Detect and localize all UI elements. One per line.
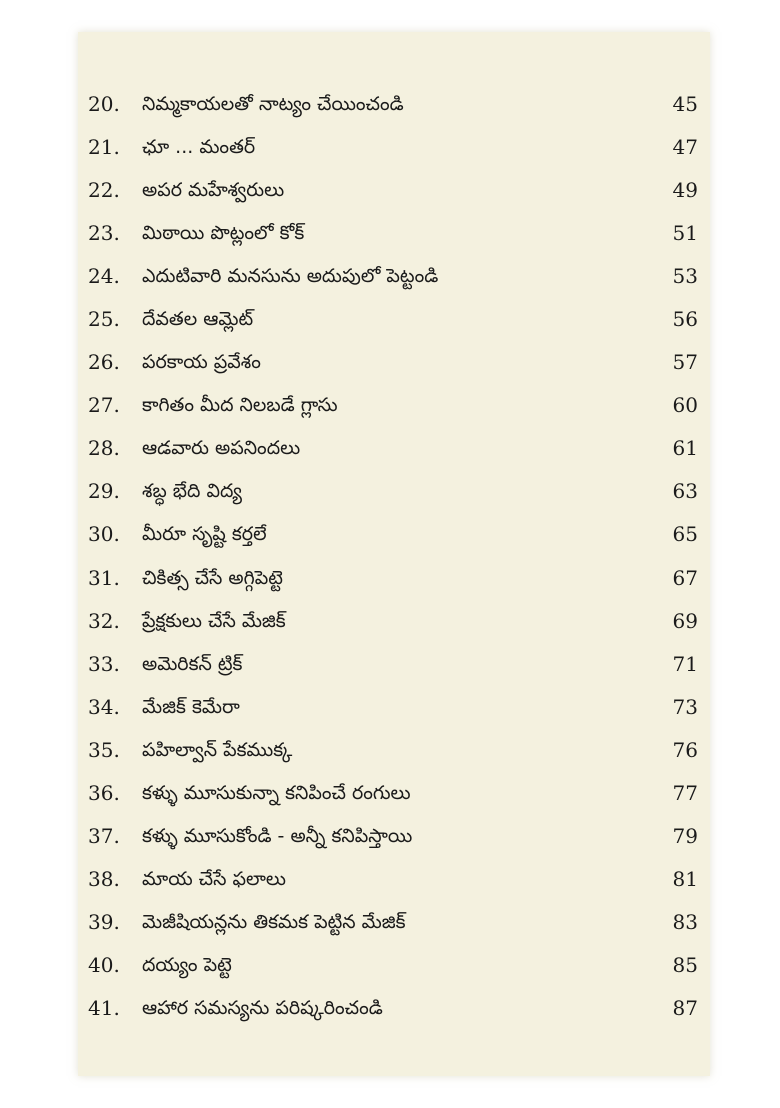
book-page bbox=[78, 32, 710, 1076]
entry-number: 27. bbox=[88, 393, 120, 418]
entry-page-number: 49 bbox=[672, 178, 698, 203]
entry-title: ఆడవారు అపనిందలు bbox=[142, 437, 301, 460]
entry-title: కాగితం మీద నిలబడే గ్లాసు bbox=[142, 394, 338, 417]
entry-title: కళ్ళు మూసుకున్నా కనిపించే రంగులు bbox=[142, 781, 411, 804]
entry-number: 31. bbox=[88, 565, 120, 590]
entry-page-number: 63 bbox=[672, 479, 698, 504]
toc-entry bbox=[78, 219, 710, 262]
toc-entry bbox=[78, 133, 710, 176]
entry-number: 29. bbox=[88, 479, 120, 504]
toc-entry bbox=[78, 348, 710, 391]
entry-title: ఆహార సమస్యను పరిష్కరించండి bbox=[142, 996, 383, 1019]
entry-number: 26. bbox=[88, 350, 120, 375]
entry-title: ఎదుటివారి మనసును అదుపులో పెట్టండి bbox=[142, 265, 439, 288]
entry-title: పరకాయ ప్రవేశం bbox=[142, 351, 261, 374]
toc-entry bbox=[78, 951, 710, 994]
entry-number: 22. bbox=[88, 178, 120, 203]
toc-entry bbox=[78, 693, 710, 736]
toc-entry bbox=[78, 305, 710, 348]
toc-entry bbox=[78, 90, 710, 133]
entry-page-number: 79 bbox=[672, 823, 698, 848]
entry-page-number: 71 bbox=[672, 651, 698, 676]
toc-entry bbox=[78, 908, 710, 951]
toc-entry bbox=[78, 736, 710, 779]
toc-entry bbox=[78, 564, 710, 607]
toc-entry bbox=[78, 822, 710, 865]
toc-entry bbox=[78, 477, 710, 520]
toc-entry bbox=[78, 650, 710, 693]
entry-title: మిఠాయి పొట్లంలో కోక్ bbox=[142, 222, 305, 245]
entry-title: అపర మహేశ్వరులు bbox=[142, 179, 285, 202]
entry-page-number: 73 bbox=[672, 694, 698, 719]
toc-entry bbox=[78, 994, 710, 1037]
entry-page-number: 51 bbox=[672, 221, 698, 246]
toc-entry bbox=[78, 262, 710, 305]
entry-page-number: 69 bbox=[672, 608, 698, 633]
entry-number: 25. bbox=[88, 307, 120, 332]
toc-entry bbox=[78, 865, 710, 908]
entry-page-number: 56 bbox=[672, 307, 698, 332]
entry-page-number: 53 bbox=[672, 264, 698, 289]
entry-page-number: 87 bbox=[672, 995, 698, 1020]
entry-page-number: 83 bbox=[672, 909, 698, 934]
entry-number: 20. bbox=[88, 92, 120, 116]
entry-number: 34. bbox=[88, 694, 120, 719]
entry-title: అమెరికన్ ట్రిక్ bbox=[142, 652, 243, 675]
entry-page-number: 61 bbox=[672, 436, 698, 461]
entry-page-number: 47 bbox=[672, 135, 698, 160]
entry-title: మాయ చేసే ఫలాలు bbox=[142, 867, 286, 890]
entry-page-number: 57 bbox=[672, 350, 698, 375]
entry-page-number: 65 bbox=[672, 522, 698, 547]
entry-title: దేవతల ఆమ్లెట్ bbox=[142, 308, 254, 331]
entry-number: 21. bbox=[88, 135, 120, 160]
toc-entry bbox=[78, 520, 710, 563]
entry-page-number: 85 bbox=[672, 952, 698, 977]
entry-number: 35. bbox=[88, 737, 120, 762]
toc-entry bbox=[78, 391, 710, 434]
entry-number: 30. bbox=[88, 522, 120, 547]
toc-entry bbox=[78, 434, 710, 477]
toc-entry bbox=[78, 176, 710, 219]
entry-title: మీరూ సృష్టి కర్తలే bbox=[142, 523, 267, 546]
entry-title: పహిల్వాన్ పేకముక్క bbox=[142, 738, 293, 761]
entry-number: 38. bbox=[88, 866, 120, 891]
entry-title: ప్రేక్షకులు చేసే మేజిక్ bbox=[142, 609, 286, 632]
entry-page-number: 67 bbox=[672, 565, 698, 590]
entry-number: 41. bbox=[88, 995, 120, 1020]
entry-title: నిమ్మకాయలతో నాట్యం చేయించండి bbox=[142, 93, 404, 115]
entry-number: 40. bbox=[88, 952, 120, 977]
toc-entry bbox=[78, 607, 710, 650]
entry-title: చికిత్స చేసే అగ్గిపెట్టె bbox=[142, 566, 283, 589]
entry-number: 24. bbox=[88, 264, 120, 289]
entry-page-number: 60 bbox=[672, 393, 698, 418]
entry-number: 28. bbox=[88, 436, 120, 461]
entry-number: 37. bbox=[88, 823, 120, 848]
entry-page-number: 76 bbox=[672, 737, 698, 762]
entry-number: 36. bbox=[88, 780, 120, 805]
entry-number: 33. bbox=[88, 651, 120, 676]
entry-title: మెజీషియన్లను తికమక పెట్టిన మేజిక్ bbox=[142, 910, 406, 933]
table-of-contents bbox=[78, 90, 710, 1037]
entry-title: కళ్ళు మూసుకోండి - అన్నీ కనిపిస్తాయి bbox=[142, 824, 413, 847]
toc-entry bbox=[78, 779, 710, 822]
entry-title: దయ్యం పెట్టె bbox=[142, 953, 232, 976]
entry-number: 32. bbox=[88, 608, 120, 633]
entry-title: ఛూ ... మంతర్ bbox=[142, 136, 256, 159]
entry-title: మేజిక్ కెమేరా bbox=[142, 695, 240, 718]
entry-page-number: 81 bbox=[672, 866, 698, 891]
entry-page-number: 77 bbox=[672, 780, 698, 805]
entry-number: 23. bbox=[88, 221, 120, 246]
entry-number: 39. bbox=[88, 909, 120, 934]
entry-title: శబ్ధ భేది విద్య bbox=[142, 480, 242, 503]
entry-page-number: 45 bbox=[672, 92, 698, 116]
